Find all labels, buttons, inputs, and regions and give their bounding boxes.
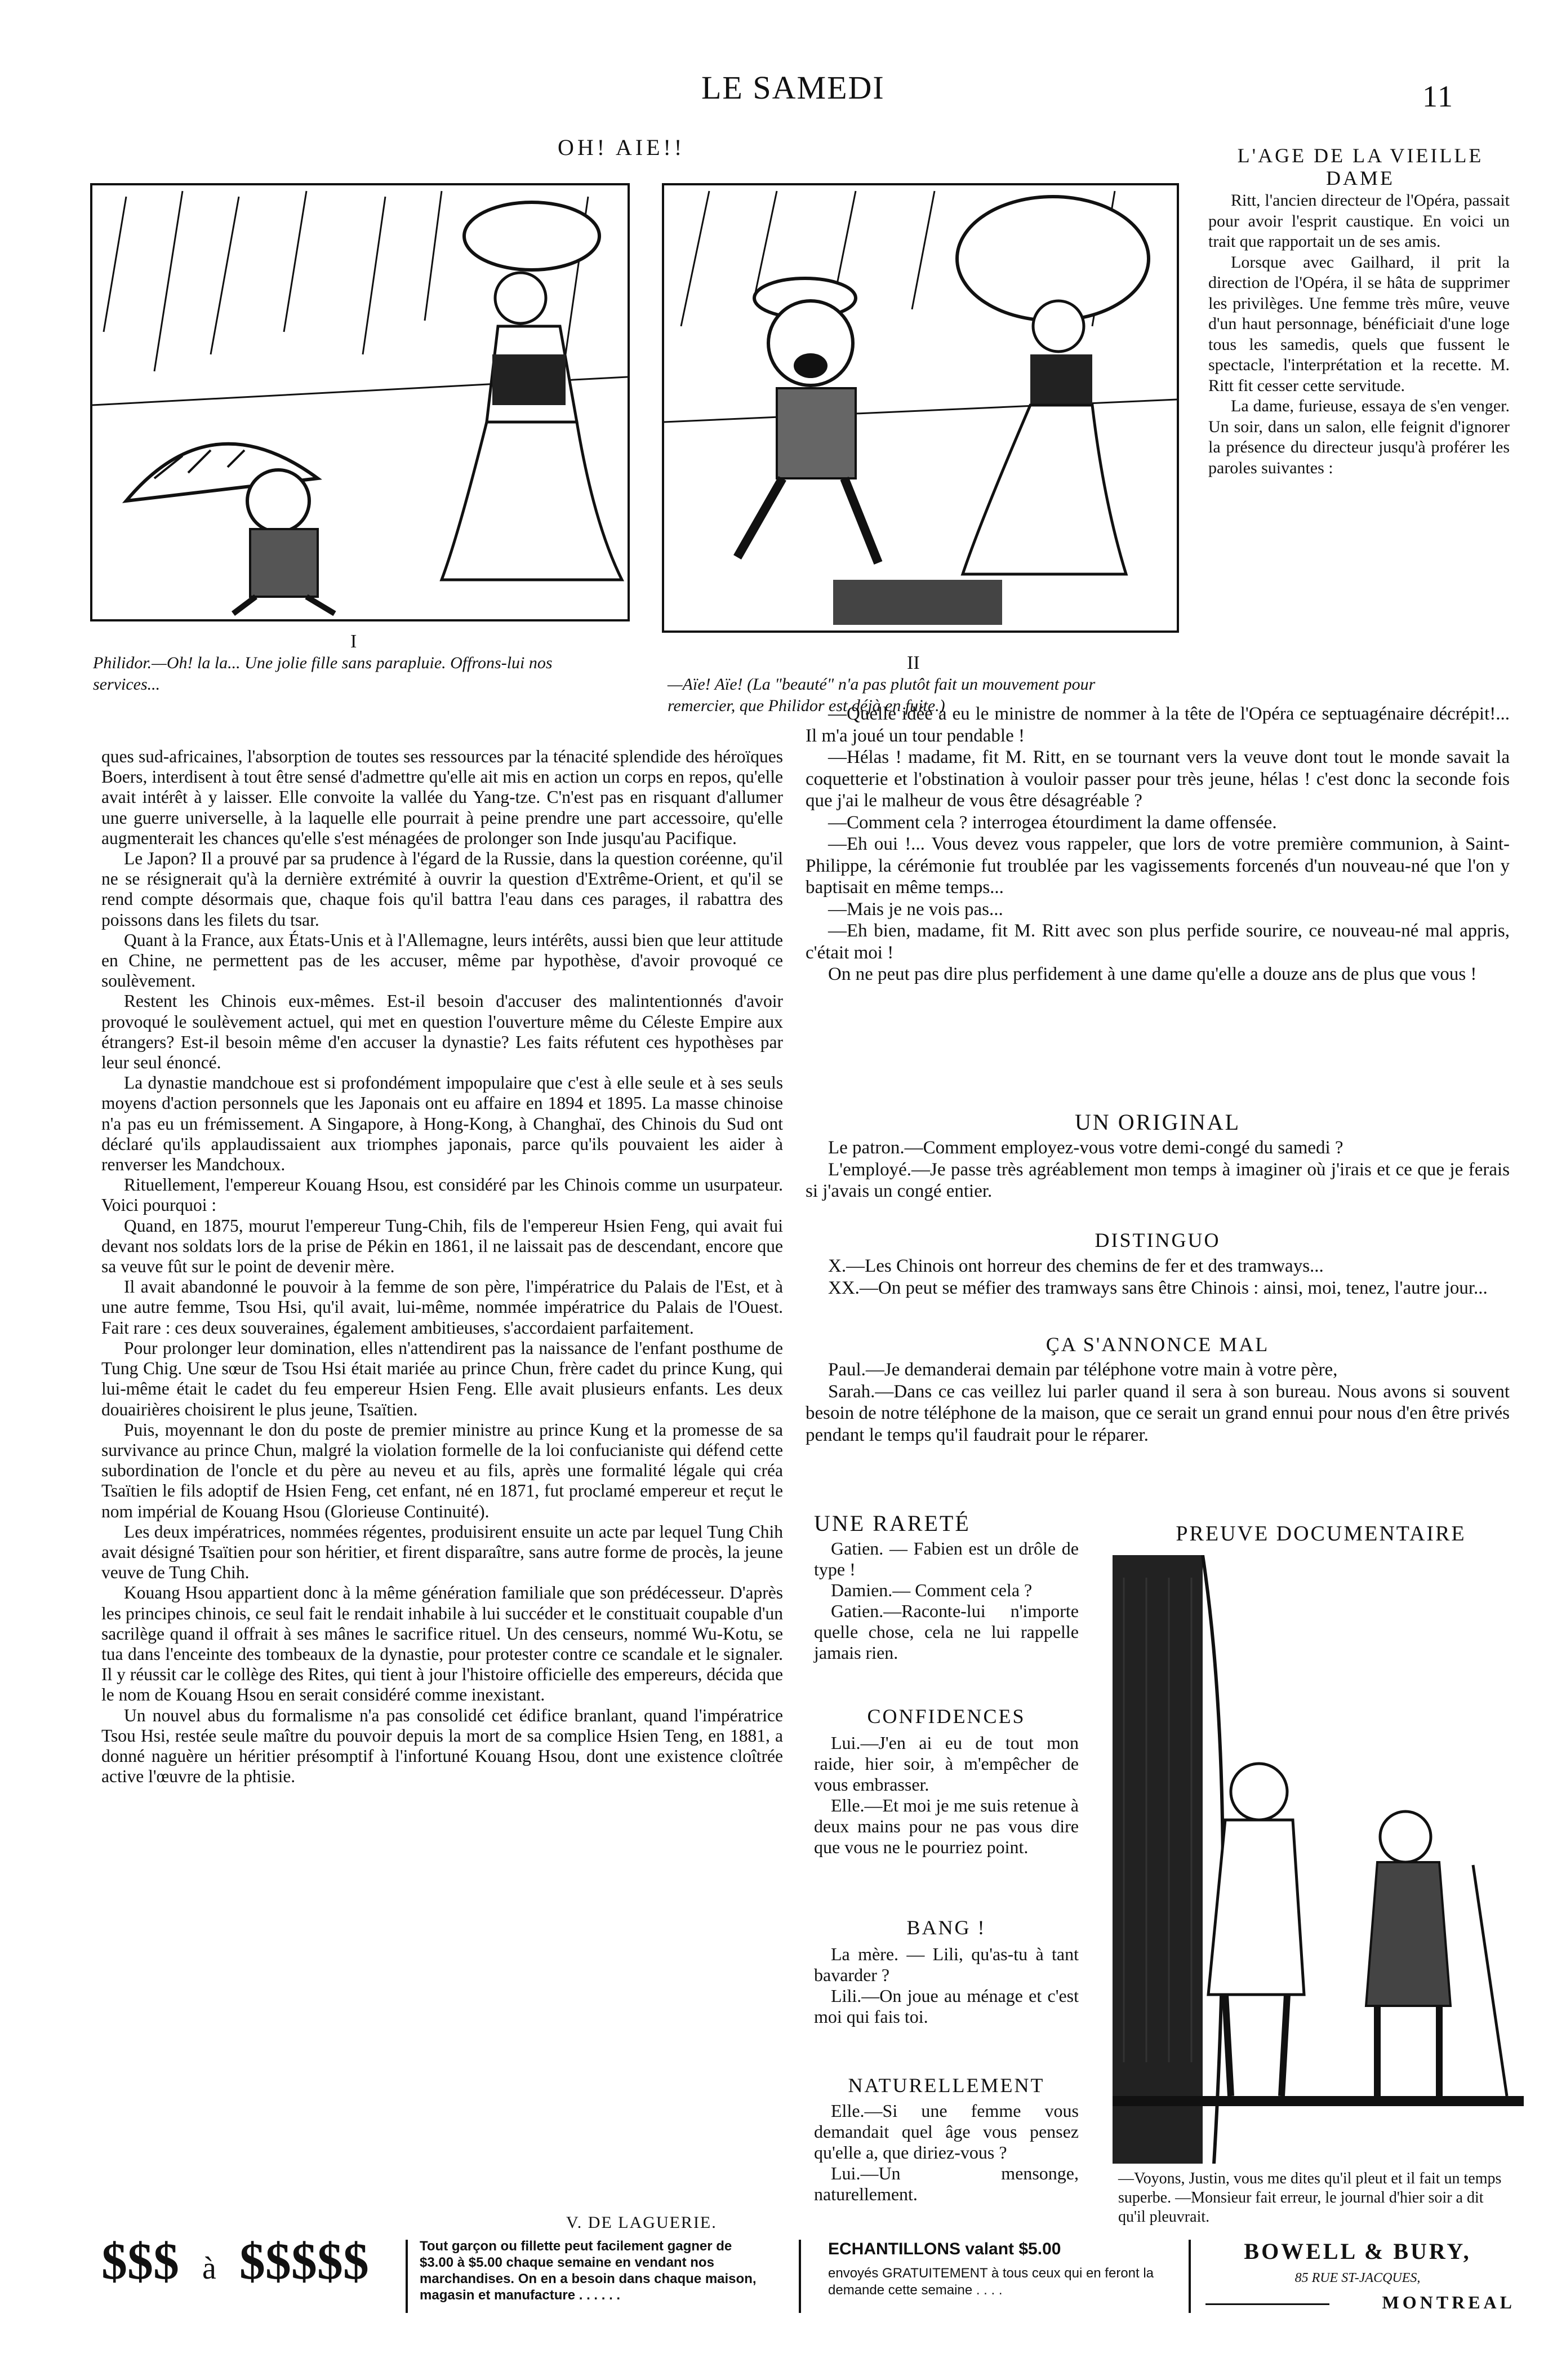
dialogue-line: L'employé.—Je passe très agréablement mon temps à imaginer où j'irais et ce que je ferais si j'avais un congé entier. xyxy=(806,1159,1510,1201)
bang-body xyxy=(814,1944,1079,2027)
panel-2-numeral: II xyxy=(907,652,920,673)
original-body xyxy=(806,1137,1510,1202)
article-paragraph: Puis, moyennant le don du poste de premier ministre au prince Kung et la promesse de sa survivance au prince Chun, malgré la violation formelle de la loi confucianiste qui défend cette subordination de l'oncle et du père au neveu et au fils, après une formalité légale qui créa Tsaïtien le fils adoptif de Hsien Feng, cet enfant, né en 1871, fut proclamé empereur et reçut le nom impérial de Kouang Hsou (Glorieuse Continuité). xyxy=(101,1419,783,1521)
cartoon-panel-2 xyxy=(662,183,1179,633)
money-ad-dollars-right: $$$$$ xyxy=(239,2232,369,2290)
company-name: BOWELL & BURY, xyxy=(1244,2239,1471,2264)
money-ad-left xyxy=(101,2231,369,2291)
dialogue-line: Elle.—Et moi je me suis retenue à deux mains pour ne pas vous dire que vous ne le pourriez point. xyxy=(814,1795,1079,1857)
vieille-dame-paragraph: Ritt, l'ancien directeur de l'Opéra, passait pour avoir l'esprit caustique. En voici un trait que rapportait un de ses amis. xyxy=(1208,191,1510,251)
distinguo-body xyxy=(806,1255,1510,1299)
confidences-title: CONFIDENCES xyxy=(867,1705,1026,1728)
dialogue-line: Sarah.—Dans ce cas veillez lui parler quand il sera à son bureau. Nous avons si souvent besoin de notre téléphone de la maison, que ce serait un grand ennui pour nous d'en être privés pendant le temps qu'il faudrait pour le réparer. xyxy=(806,1381,1510,1445)
panel-1-numeral: I xyxy=(350,631,357,652)
article-paragraph: ques sud-africaines, l'absorption de toutes ses ressources par la ténacité splendide des héroïques Boers, interdisent à tout être sensé d'admettre qu'elle ait mis en action un corps en repos, qu'elle avait intérêt à y laisser. Elle convoite la vallée du Yang-tze. C'n'est pas en risquant d'allumer une guerre universelle, à la laquelle elle pourrait à peine prendre une part accessoire, qu'elle augmenterait les chances qu'elle s'est ménagées de prolonger son Inde jusqu'au Pacifique. xyxy=(101,747,783,848)
article-paragraph: Restent les Chinois eux-mêmes. Est-il besoin d'accuser des malintentionnés d'avoir provoqué le soulèvement actuel, qui met en question l'ouverture même du Céleste Empire aux étrangers? Est-il besoin même d'en accuser la dynastie? Les faits réfutent ces hypothèses par leur seul énoncé. xyxy=(101,991,783,1073)
article-paragraph: Quant à la France, aux États-Unis et à l'Allemagne, leurs intérêts, aussi bien que leur attitude en Chine, ne permettent pas de les accuser, même par hypothèse, d'avoir provoqué ce soulèvement. xyxy=(101,930,783,991)
dialogue-line: Lui.—Un mensonge, naturellement. xyxy=(814,2163,1079,2204)
samples-title: ECHANTILLONS valant $5.00 xyxy=(828,2240,1061,2258)
article-paragraph: Les deux impératrices, nommées régentes, produisirent ensuite un acte par lequel Tung Chih avait désigné Tsaïtien pour son héritier, et firent disparaître, sans autre forme de procès, la jeune veuve de Tung Chih. xyxy=(101,1521,783,1583)
ad-divider xyxy=(406,2240,408,2313)
vieille-dame-paragraph: —Eh oui !... Vous devez vous rappeler, que lors de votre première communion, à Saint-Philippe, la cérémonie fut troublée par les vagissements forcenés d'un nouveau-né que l'on y baptisait en même temps... xyxy=(806,834,1510,898)
article-paragraph: Quand, en 1875, mourut l'empereur Tung-Chih, fils de l'empereur Hsien Feng, qui avait fui devant nos soldats lors de la prise de Pékin en 1861, il ne laissait pas de descendant, encore que sa veuve fût sur le point de devenir mère. xyxy=(101,1215,783,1277)
dialogue-line: Le patron.—Comment employez-vous votre demi-congé du samedi ? xyxy=(828,1138,1343,1158)
article-paragraph: La dynastie mandchoue est si profondément impopulaire que c'est à elle seule et à ses seuls moyens d'action personnels que les Japonais ont eu affaire en 1894 et 1895. La masse chinoise n'a pas eu un frémissement. A Singapore, à Hong-Kong, à Changhaï, des Chinois du Sud ont déclaré qu'ils applaudissaient aux triomphes japonais, parce qu'ils pouvaient les aider à renverser les Mandchoux. xyxy=(101,1073,783,1175)
page-number: 11 xyxy=(1422,79,1454,113)
ad-divider xyxy=(1189,2240,1191,2313)
confidences-body xyxy=(814,1733,1079,1858)
money-ad-text: Tout garçon ou fillette peut facilement gagner de $3.00 à $5.00 chaque semaine en vendant nos marchandises. On en a besoin dans chaque maison, magasin et manufacture . . . . . . xyxy=(420,2239,757,2303)
vieille-dame-paragraph: —Mais je ne vois pas... xyxy=(828,899,1003,920)
dialogue-line: Lui.—J'en ai eu de tout mon raide, hier soir, à m'empêcher de vous embrasser. xyxy=(814,1733,1079,1795)
vieille-dame-paragraph: —Quelle idée a eu le ministre de nommer à la tête de l'Opéra ce septuagénaire décrépit!... Il m'a joué un tour pendable ! xyxy=(806,704,1510,746)
dialogue-line: XX.—On peut se méfier des tramways sans être Chinois : ainsi, moi, tenez, l'autre jour... xyxy=(828,1277,1488,1298)
article-signature: V. DE LAGUERIE. xyxy=(566,2213,717,2232)
panel-2-caption: —Aïe! Aïe! (La "beauté" n'a pas plutôt fait un mouvement pour remercier, que Philidor est déjà en fuite.) xyxy=(668,675,1096,715)
panel-1-caption: Philidor.—Oh! la la... Une jolie fille sans parapluie. Offrons-lui nos services... xyxy=(93,654,553,694)
page-title: LE SAMEDI xyxy=(701,69,885,106)
vieille-dame-title: L'AGE DE LA VIEILLE DAME xyxy=(1237,144,1484,189)
distinguo-title: DISTINGUO xyxy=(1095,1229,1221,1251)
naturellement-body xyxy=(814,2101,1079,2205)
rarete-title: UNE RARETÉ xyxy=(814,1511,971,1536)
company-city: MONTREAL xyxy=(1382,2292,1515,2312)
article-paragraph: Le Japon? Il a prouvé par sa prudence à l'égard de la Russie, dans la question coréenne, qu'il ne se résignerait qu'à la dernière extrémité à ouvrir la question d'Extrême-Orient, et qu'il se rend compte désormais que, chaque fois qu'il battra l'eau dans ces parages, il rabattra des poissons dans les filets du tsar. xyxy=(101,849,783,930)
naturellement-title: NATURELLEMENT xyxy=(848,2074,1045,2097)
dialogue-line: Elle.—Si une femme vous demandait quel âge vous pensez qu'elle a, que diriez-vous ? xyxy=(814,2101,1079,2163)
money-ad-dollars-left: $$$ xyxy=(101,2232,179,2290)
ad-divider xyxy=(799,2240,801,2313)
vieille-dame-paragraph: La dame, furieuse, essaya de s'en venger. Un soir, dans un salon, elle feignit d'ignorer la présence du directeur jusqu'à proférer les paroles suivantes : xyxy=(1208,397,1510,477)
samples-text: envoyés GRATUITEMENT à tous ceux qui en feront la demande cette semaine . . . . xyxy=(828,2266,1154,2298)
money-ad-a: à xyxy=(202,2251,216,2286)
vieille-dame-paragraph: —Hélas ! madame, fit M. Ritt, en se tournant vers la veuve dont tout le monde savait la coquetterie et l'obstination à vouloir passer pour très jeune, hélas ! c'est donc la seconde fois que j'ai le malheur de vous être désagréable ? xyxy=(806,747,1510,811)
annonce-title: ÇA S'ANNONCE MAL xyxy=(1046,1333,1270,1356)
dialogue-line: La mère. — Lili, qu'as-tu à tant bavarder ? xyxy=(814,1944,1079,1985)
dialogue-line: Gatien.—Raconte-lui n'importe quelle chose, cela ne lui rappelle jamais rien. xyxy=(814,1601,1079,1663)
article-paragraph: Un nouvel abus du formalisme n'a pas consolidé cet édifice branlant, quand l'impératrice Tsou Hsi, restée seule maître du pouvoir depuis la mort de sa complice Hsien Teng, en 1881, a donné naguère un héritier présomptif à l'infortuné Kouang Hsou, dont une existence cloîtrée active l'œuvre de la phtisie. xyxy=(101,1705,783,1787)
vieille-dame-paragraph: —Eh bien, madame, fit M. Ritt avec son plus perfide sourire, ce nouveau-né mal appris, c'était moi ! xyxy=(806,921,1510,963)
rarete-body xyxy=(814,1538,1079,1663)
dialogue-line: Paul.—Je demanderai demain par téléphone votre main à votre père, xyxy=(828,1360,1338,1380)
cartoon-panel-1-drawing xyxy=(92,185,628,619)
preuve-illustration xyxy=(1113,1555,1524,2164)
cartoon-title: OH! AIE!! xyxy=(558,135,686,160)
main-article xyxy=(101,747,783,1787)
vieille-dame-continued xyxy=(806,703,1510,985)
original-title: UN ORIGINAL xyxy=(1074,1109,1241,1135)
preuve-title: PREUVE DOCUMENTAIRE xyxy=(1176,1522,1466,1546)
vieille-dame-paragraph: Lorsque avec Gailhard, il prit la direction de l'Opéra, il se hâta de supprimer les privilèges. Une femme très mûre, veuve d'un haut personnage, bénéficiait d'une loge tous les samedis, quels que fussent le spectacle, l'interprétation et la recette. M. Ritt fit cesser cette servitude. xyxy=(1208,252,1510,395)
company-address: 85 RUE ST-JACQUES, xyxy=(1294,2271,1421,2285)
article-paragraph: Pour prolonger leur domination, elles n'attendirent pas la naissance de l'enfant posthume de Tung Chig. Une sœur de Tsou Hsi était mariée au prince Chun, frère cadet du prince Kung, qui lui-même était le cadet du feu empereur Hsien Feng. Elle avait plusieurs enfants. Les deux douairières choisirent le plus jeune, Tsaïtien. xyxy=(101,1338,783,1419)
annonce-body xyxy=(806,1359,1510,1446)
vieille-dame-paragraph: —Comment cela ? interrogea étourdiment la dame offensée. xyxy=(828,812,1277,833)
cartoon-panel-1 xyxy=(90,183,630,621)
preuve-drawing xyxy=(1113,1555,1524,2164)
article-paragraph: Kouang Hsou appartient donc à la même génération familiale que son prédécesseur. D'après les principes chinois, ce seul fait le rendait inhabile à lui succéder et le constituait coupable d'un sacrilège quand il offrait à ses mânes le sacrifice rituel. Un des censeurs, nommé Wu-Kotu, se tua dans l'enceinte des tombeaux de la dynastie, pour protester contre ce scandale et le signaler. Il y réussit car le collège des Rites, qui tient à jour l'histoire officielle des empereurs, décida que le nom de Kouang Hsou en serait considéré comme inexistant. xyxy=(101,1583,783,1705)
dialogue-line: Lili.—On joue au ménage et c'est moi qui fais toi. xyxy=(814,1986,1079,2027)
company-rule xyxy=(1205,2303,1329,2305)
dialogue-line: Gatien. — Fabien est un drôle de type ! xyxy=(814,1538,1079,1579)
vieille-dame-paragraph: On ne peut pas dire plus perfidement à une dame qu'elle a douze ans de plus que vous ! xyxy=(828,964,1477,984)
dialogue-line: X.—Les Chinois ont horreur des chemins de fer et des tramways... xyxy=(828,1256,1324,1276)
article-paragraph: Il avait abandonné le pouvoir à la femme de son père, l'impératrice du Palais de l'Est, et à une autre femme, Tsou Hsi, qu'il avait, lui-même, nommée impératrice du Palais de l'Ouest. Fait rare : ces deux souveraines, également ambitieuses, s'accordaient parfaitement. xyxy=(101,1277,783,1338)
cartoon-panel-2-drawing xyxy=(664,185,1177,630)
vieille-dame-column xyxy=(1208,190,1510,478)
dialogue-line: Damien.— Comment cela ? xyxy=(831,1580,1033,1600)
preuve-caption: —Voyons, Justin, vous me dites qu'il pleut et il fait un temps superbe. —Monsieur fait erreur, le journal d'hier soir a dit qu'il pleuvrait. xyxy=(1118,2170,1502,2226)
bang-title: BANG ! xyxy=(906,1916,986,1939)
article-paragraph: Rituellement, l'empereur Kouang Hsou, est considéré par les Chinois comme un usurpateur. Voici pourquoi : xyxy=(101,1175,783,1215)
